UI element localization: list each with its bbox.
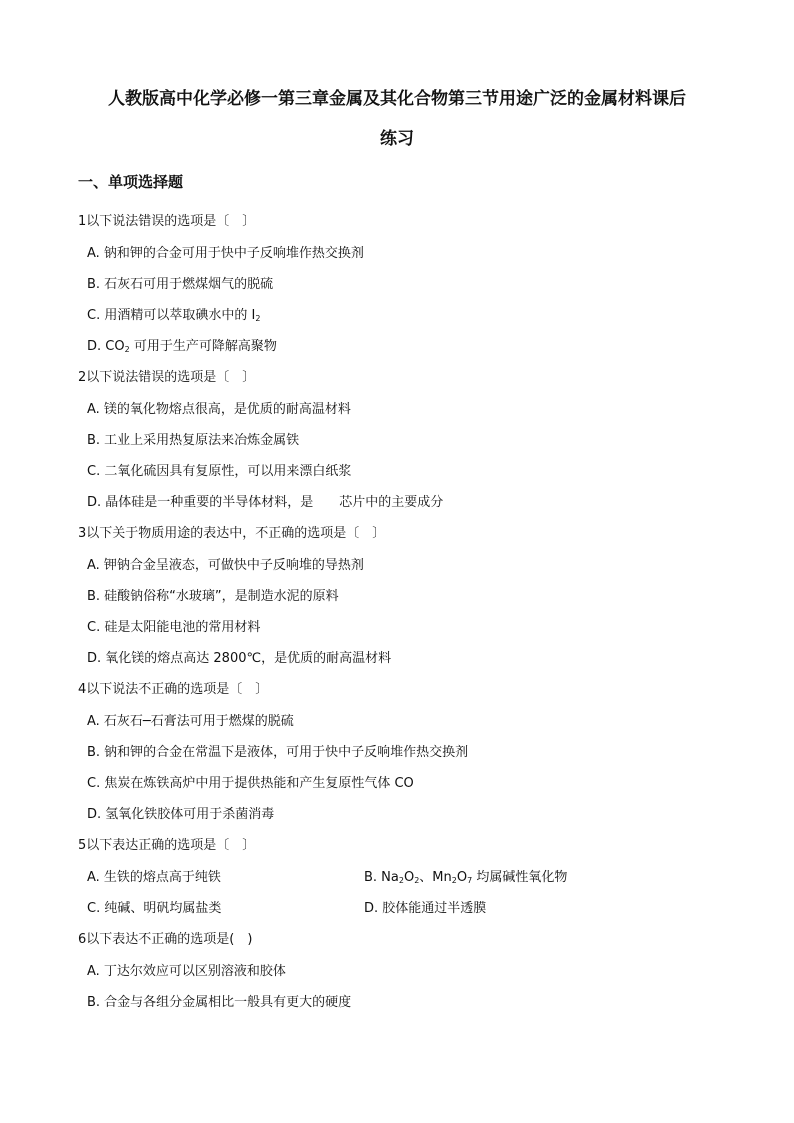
section-heading: 一、单项选择题	[78, 173, 184, 191]
subscript: 7	[467, 876, 473, 885]
question-4-stem: 4以下说法不正确的选项是〔 〕	[78, 682, 269, 697]
question-6-option-a: A. 丁达尔效应可以区别溶液和胶体	[87, 964, 286, 979]
question-5-option-c: C. 纯碱、明矾均属盐类	[87, 901, 222, 916]
subscript: 2	[398, 876, 404, 885]
option-d-text-tail: 可用于生产可降解高聚物	[129, 339, 277, 354]
text: O	[403, 870, 415, 885]
text: 均属碱性氧化物	[472, 870, 568, 885]
question-5-option-b	[364, 870, 567, 886]
question-1-option-b: B. 石灰石可用于燃煤烟气的脱硫	[87, 277, 274, 292]
question-3-option-d: D. 氧化镁的熔点高达 2800℃，是优质的耐高温材料	[87, 651, 392, 666]
subscript: 2	[451, 876, 457, 885]
question-2-option-d: D. 晶体硅是一种重要的半导体材料，是 芯片中的主要成分	[87, 495, 444, 510]
question-3-option-b: B. 硅酸钠俗称“水玻璃”，是制造水泥的原料	[87, 589, 339, 604]
text: B. Na	[364, 870, 399, 885]
document-title-line-2: 练习	[380, 129, 414, 149]
question-2-option-a: A. 镁的氧化物熔点很高，是优质的耐高温材料	[87, 402, 351, 417]
subscript: 2	[414, 876, 420, 885]
question-1-option-a: A. 钠和钾的合金可用于快中子反响堆作热交换剂	[87, 246, 364, 261]
subscript: 2	[124, 345, 130, 354]
option-c-text: C. 用酒精可以萃取碘水中的 I	[87, 308, 256, 323]
question-5-option-a: A. 生铁的熔点高于纯铁	[87, 870, 221, 885]
question-1-option-d	[87, 339, 277, 355]
question-4-option-a: A. 石灰石─石膏法可用于燃煤的脱硫	[87, 714, 294, 729]
question-3-option-c: C. 硅是太阳能电池的常用材料	[87, 620, 261, 635]
question-2-option-b: B. 工业上采用热复原法来冶炼金属铁	[87, 433, 300, 448]
document-title-line-1: 人教版高中化学必修一第三章金属及其化合物第三节用途广泛的金属材料课后	[108, 89, 686, 109]
question-6-option-b: B. 合金与各组分金属相比一般具有更大的硬度	[87, 995, 352, 1010]
subscript: 2	[255, 314, 261, 323]
question-5-option-d: D. 胶体能通过半透膜	[364, 901, 487, 916]
question-5-stem: 5以下表达正确的选项是〔 〕	[78, 838, 256, 853]
question-3-stem: 3以下关于物质用途的表达中，不正确的选项是〔 〕	[78, 526, 386, 541]
text: O	[456, 870, 468, 885]
question-4-option-c: C. 焦炭在炼铁高炉中用于提供热能和产生复原性气体 CO	[87, 776, 414, 791]
question-1-option-c	[87, 308, 260, 324]
text: 、Mn	[419, 870, 452, 885]
question-2-stem: 2以下说法错误的选项是〔 〕	[78, 370, 256, 385]
question-3-option-a: A. 钾钠合金呈液态，可做快中子反响堆的导热剂	[87, 558, 364, 573]
question-4-option-b: B. 钠和钾的合金在常温下是液体，可用于快中子反响堆作热交换剂	[87, 745, 469, 760]
question-4-option-d: D. 氢氧化铁胶体可用于杀菌消毒	[87, 807, 275, 822]
option-d-text: D. CO	[87, 339, 125, 354]
question-1-stem: 1以下说法错误的选项是〔 〕	[78, 214, 256, 229]
question-2-option-c: C. 二氧化硫因具有复原性，可以用来漂白纸浆	[87, 464, 352, 479]
question-6-stem: 6以下表达不正确的选项是( )	[78, 932, 253, 947]
